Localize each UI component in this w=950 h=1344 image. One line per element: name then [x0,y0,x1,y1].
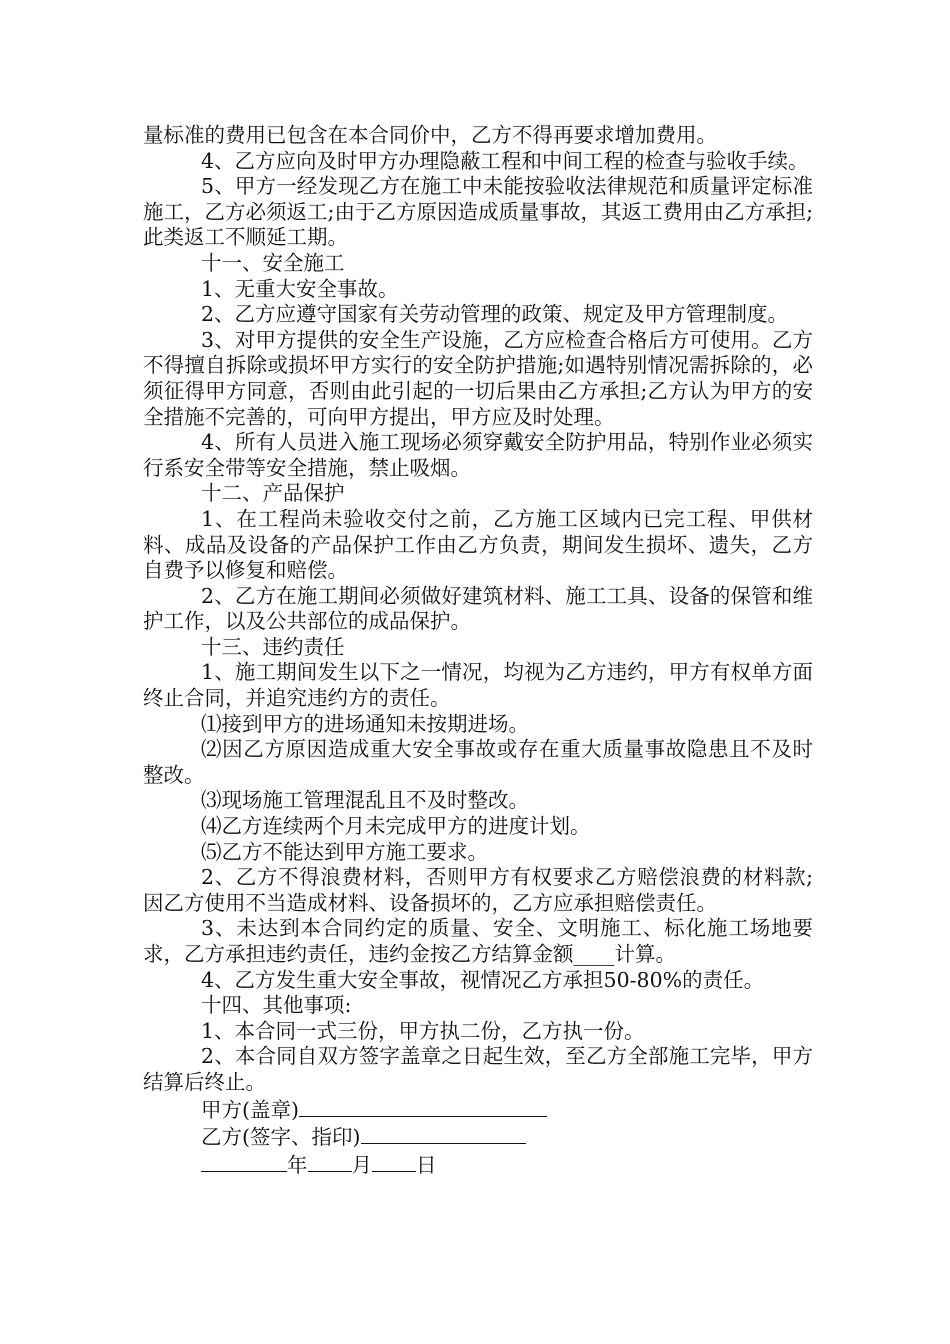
paragraph-protection-2: 2、乙方在施工期间必须做好建筑材料、施工工具、设备的保管和维护工作，以及公共部位的成品保护。 [143,583,813,634]
month-blank[interactable] [308,1151,352,1172]
paragraph-breach-1-sub-3: ⑶现场施工管理混乱且不及时整改。 [201,788,529,813]
paragraph-breach-1: 1、施工期间发生以下之一情况，均视为乙方违约，甲方有权单方面终止合同，并追究违约方的责任。 [143,660,813,711]
paragraph-breach-4: 4、乙方发生重大安全事故，视情况乙方承担50-80%的责任。 [201,967,765,992]
contract-body [143,123,813,1178]
paragraph-item-4-inspection: 4、乙方应向及时甲方办理隐蔽工程和中间工程的检查与验收手续。 [201,148,809,173]
section-heading-safety: 十一、安全施工 [201,250,345,275]
paragraph-breach-1-sub-1: ⑴接到甲方的进场通知未按期进场。 [201,711,529,736]
paragraph-safety-3: 3、对甲方提供的安全生产设施，乙方应检查合格后方可使用。乙方不得擅自拆除或损坏甲方实行的安全防护措施;如遇特别情况需拆除的，必须征得甲方同意，否则由此引起的一切后果由乙方承担;乙方认为甲方的安全措施不完善的，可向甲方提出，甲方应及时处理。 [143,327,813,429]
party-a-signature-line [143,1096,813,1124]
year-blank[interactable] [201,1151,287,1172]
party-b-label: 乙方(签字、指印) [201,1125,361,1150]
section-heading-protection: 十二、产品保护 [201,481,345,506]
month-label: 月 [351,1152,372,1177]
party-b-blank[interactable] [361,1123,526,1144]
section-heading-other: 十四、其他事项: [201,993,352,1018]
date-line [143,1151,813,1179]
party-a-blank[interactable] [299,1096,547,1117]
paragraph-breach-1-sub-2: ⑵因乙方原因造成重大安全事故或存在重大质量事故隐患且不及时整改。 [143,737,813,787]
paragraph-breach-1-sub-5: ⑸乙方不能达到甲方施工要求。 [201,839,488,864]
paragraph-safety-1: 1、无重大安全事故。 [201,276,399,301]
paragraph-other-2: 2、本合同自双方签字盖章之日起生效，至乙方全部施工完毕，甲方结算后终止。 [143,1044,813,1094]
paragraph-breach-3: 3、未达到本合同约定的质量、安全、文明施工、标化施工场地要求，乙方承担违约责任，违约金按乙方结算金额____计算。 [143,916,813,966]
paragraph-item-5-rework: 5、甲方一经发现乙方在施工中未能按验收法律规范和质量评定标准施工，乙方必须返工;由于乙方原因造成质量事故，其返工费用由乙方承担;此类返工不顺延工期。 [143,174,813,250]
paragraph-breach-1-sub-4: ⑷乙方连续两个月未完成甲方的进度计划。 [201,814,591,839]
day-blank[interactable] [372,1151,416,1172]
paragraph-safety-4: 4、所有人员进入施工现场必须穿戴安全防护用品，特别作业必须实行系安全带等安全措施，禁止吸烟。 [143,430,813,480]
paragraph-continued-cost: 量标准的费用已包含在本合同价中，乙方不得再要求增加费用。 [143,123,717,147]
paragraph-protection-1: 1、在工程尚未验收交付之前，乙方施工区域内已完工程、甲供材料、成品及设备的产品保护工作由乙方负责，期间发生损坏、遗失，乙方自费予以修复和赔偿。 [143,506,813,583]
year-label: 年 [287,1152,308,1177]
paragraph-safety-2: 2、乙方应遵守国家有关劳动管理的政策、规定及甲方管理制度。 [201,302,789,327]
paragraph-breach-2: 2、乙方不得浪费材料，否则甲方有权要求乙方赔偿浪费的材料款;因乙方使用不当造成材料、设备损坏的，乙方应承担赔偿责任。 [143,865,813,915]
section-heading-breach: 十三、违约责任 [201,634,345,659]
party-b-signature-line [143,1123,813,1151]
day-label: 日 [416,1152,437,1177]
party-a-label: 甲方(盖章) [201,1097,299,1122]
paragraph-other-1: 1、本合同一式三份，甲方执二份，乙方执一份。 [201,1018,645,1043]
